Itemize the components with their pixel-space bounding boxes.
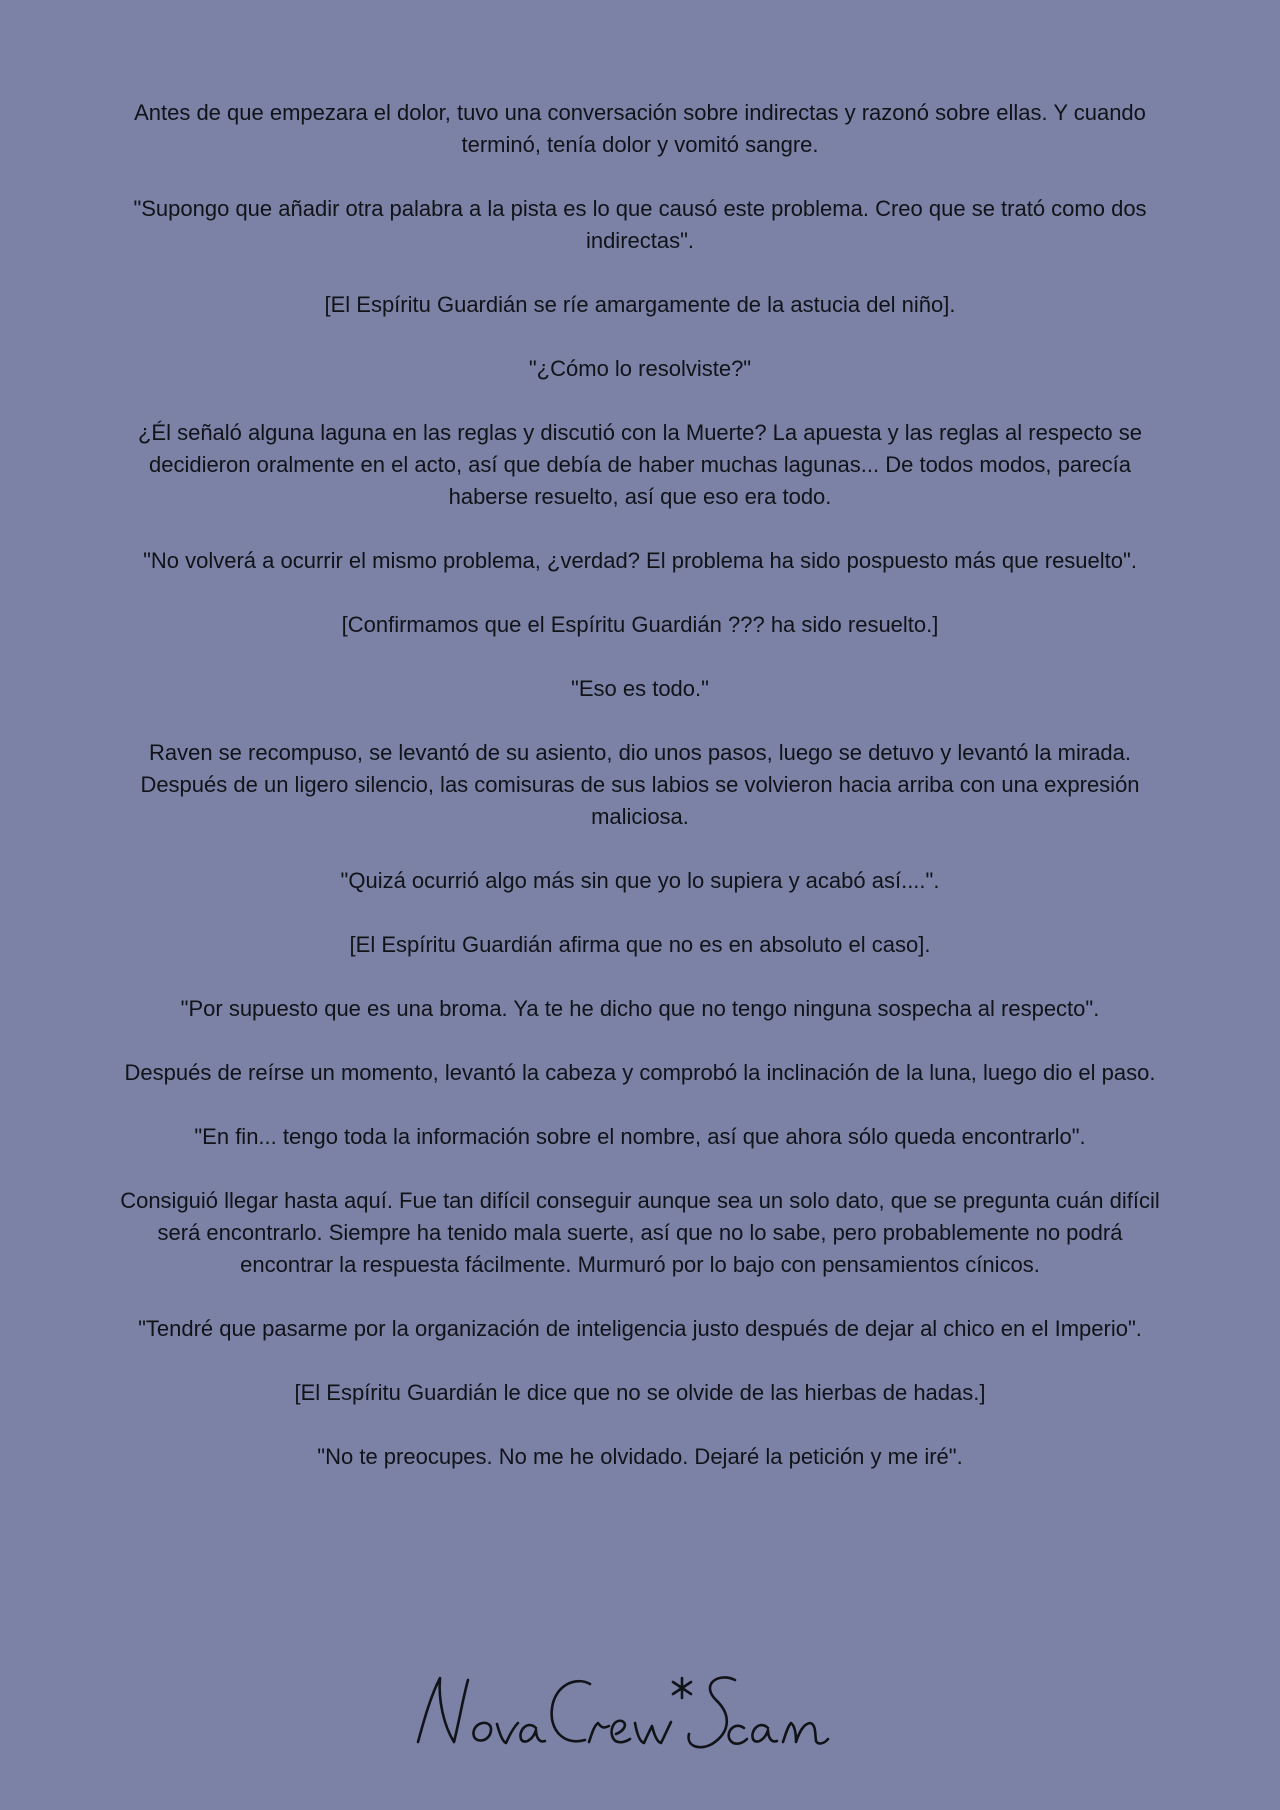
paragraph: "No te preocupes. No me he olvidado. Dejaré la petición y me iré". — [317, 1444, 963, 1469]
paragraph: Raven se recompuso, se levantó de su asiento, dio unos pasos, luego se detuvo y levantó la mirada. Después de un ligero silencio, las comisuras de sus labios se volvieron hacia arriba con una expresión maliciosa. — [140, 740, 1140, 829]
paragraph: [El Espíritu Guardián se ríe amargamente de la astucia del niño]. — [324, 292, 956, 317]
paragraph: ¿Él señaló alguna laguna en las reglas y discutió con la Muerte? La apuesta y las reglas al respecto se decidieron oralmente en el acto, así que debía de haber muchas lagunas... De todos modos, parecía haberse resuelto, así que eso era todo. — [137, 420, 1143, 509]
story-text — [120, 97, 1160, 1505]
paragraph: [El Espíritu Guardián le dice que no se olvide de las hierbas de hadas.] — [294, 1380, 986, 1405]
paragraph: [El Espíritu Guardián afirma que no es en absoluto el caso]. — [349, 932, 931, 957]
paragraph: Consiguió llegar hasta aquí. Fue tan difícil conseguir aunque sea un solo dato, que se pregunta cuán difícil será encontrarlo. Siempre ha tenido mala suerte, así que no lo sabe, pero probablemente no podrá encontrar la respuesta fácilmente. Murmuró por lo bajo con pensamientos cínicos. — [120, 1188, 1160, 1277]
paragraph: "Supongo que añadir otra palabra a la pista es lo que causó este problema. Creo que se trató como dos indirectas". — [133, 196, 1147, 253]
paragraph: "No volverá a ocurrir el mismo problema, ¿verdad? El problema ha sido pospuesto más que resuelto". — [143, 548, 1137, 573]
paragraph: "En fin... tengo toda la información sobre el nombre, así que ahora sólo queda encontrarlo". — [194, 1124, 1086, 1149]
paragraph: "Tendré que pasarme por la organización de inteligencia justo después de dejar al chico en el Imperio". — [138, 1316, 1142, 1341]
signature-graphic — [400, 1660, 880, 1770]
paragraph: "Quizá ocurrió algo más sin que yo lo supiera y acabó así....". — [340, 868, 940, 893]
paragraph: "Eso es todo." — [571, 676, 709, 701]
scanlation-signature — [400, 1660, 880, 1770]
paragraph: [Confirmamos que el Espíritu Guardián ??? ha sido resuelto.] — [341, 612, 939, 637]
paragraph: Antes de que empezara el dolor, tuvo una conversación sobre indirectas y razonó sobre ellas. Y cuando terminó, tenía dolor y vomitó sangre. — [134, 100, 1146, 157]
paragraph: Después de reírse un momento, levantó la cabeza y comprobó la inclinación de la luna, luego dio el paso. — [124, 1060, 1156, 1085]
paragraph: "Por supuesto que es una broma. Ya te he dicho que no tengo ninguna sospecha al respecto". — [180, 996, 1100, 1021]
paragraph: "¿Cómo lo resolviste?" — [528, 356, 752, 381]
